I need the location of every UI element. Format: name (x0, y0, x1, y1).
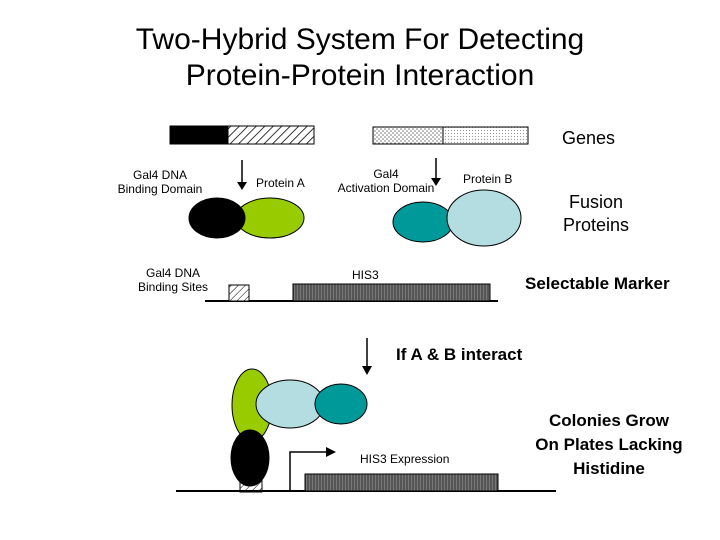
activation-domain-shape (315, 384, 367, 424)
his3-gene (293, 284, 490, 301)
binding-domain-shape (189, 198, 245, 238)
title-line-2: Protein-Protein Interaction (185, 59, 535, 92)
protein-b-shape (256, 380, 324, 428)
his3-gene (305, 474, 498, 491)
colonies-label: Colonies Grow On Plates Lacking Histidine (535, 411, 683, 478)
protein-a-shape (236, 198, 304, 238)
protein-a-label: Protein A (256, 176, 305, 190)
activation-domain-shape (393, 202, 453, 242)
arrow-down-icon (237, 160, 247, 190)
protein-b-label: Protein B (463, 172, 513, 186)
binding-domain-shape (231, 430, 269, 486)
dbd-protein-a-gene (170, 126, 314, 144)
activation-domain-label: Gal4 Activation Domain (337, 167, 435, 195)
binding-sites-label: Gal4 DNA Binding Sites (137, 266, 209, 294)
binding-domain-label: Gal4 DNA Binding Domain (117, 168, 203, 196)
ad-protein-b-gene (373, 127, 528, 144)
his3-expression-label: HIS3 Expression (360, 452, 450, 466)
binding-site-box (229, 285, 249, 301)
protein-b-shape (447, 190, 521, 246)
selectable-marker-label: Selectable Marker (525, 274, 670, 293)
his3-label: HIS3 (352, 268, 379, 282)
fusion-proteins-label: Fusion Proteins (562, 192, 630, 235)
arrow-down-icon (362, 338, 372, 375)
interaction-condition-label: If A & B interact (396, 345, 523, 364)
title-line-1: Two-Hybrid System For Detecting (135, 23, 585, 56)
genes-label: Genes (562, 128, 616, 148)
